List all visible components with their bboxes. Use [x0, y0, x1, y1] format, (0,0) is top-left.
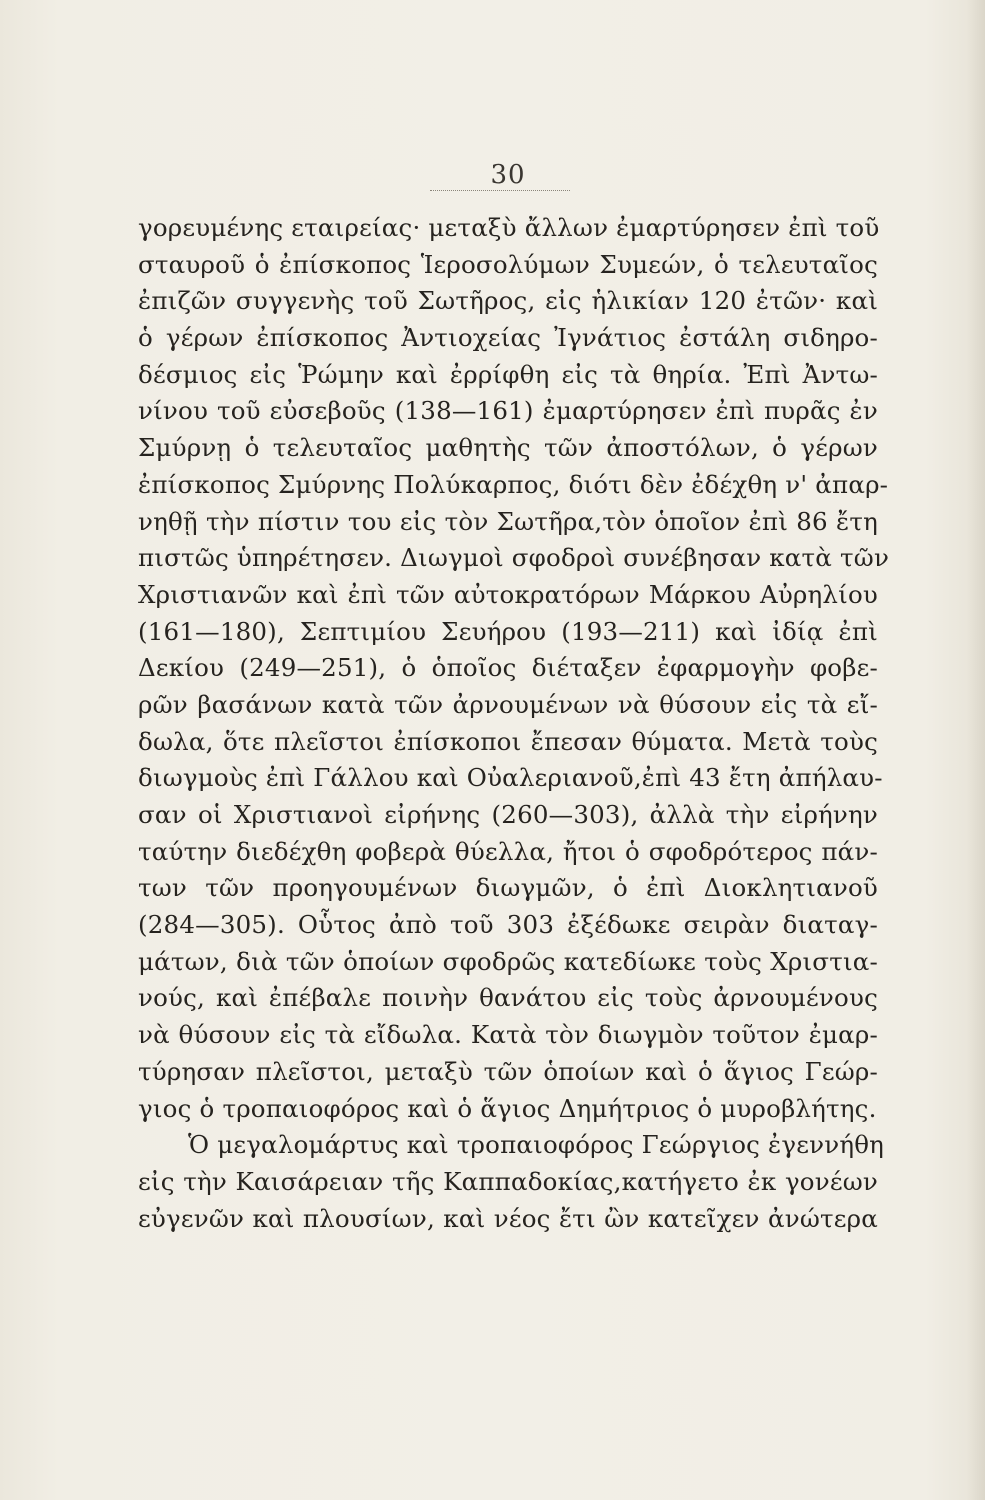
page-number: 30 — [490, 160, 526, 190]
text-line: γιος ὁ τροπαιοφόρος καὶ ὁ ἅγιος Δημήτριος ὁ μυροβλήτης. — [138, 1093, 877, 1123]
text-line: Δεκίου (249—251), ὁ ὁποῖος διέταξεν ἐφαρμογὴν φοβε- — [138, 653, 878, 683]
text-body — [138, 210, 890, 1237]
text-line: νίνου τοῦ εὐσεβοῦς (138—161) ἐμαρτύρησεν ἐπὶ πυρᾶς ἐν — [138, 396, 878, 426]
text-line: των τῶν προηγουμένων διωγμῶν, ὁ ἐπὶ Διοκλητιανοῦ — [138, 873, 878, 903]
text-line: ὁ γέρων ἐπίσκοπος Ἀντιοχείας Ἰγνάτιος ἐστάλη σιδηρο- — [138, 323, 878, 353]
text-line: γορευμένης εταιρείας· μεταξὺ ἄλλων ἐμαρτύρησεν ἐπὶ τοῦ — [138, 213, 880, 242]
page-edge-shadow — [967, 0, 985, 1500]
text-line: (284—305). Οὗτος ἀπὸ τοῦ 303 ἐξέδωκε σειρὰν διαταγ- — [138, 910, 878, 940]
text-line: μάτων, διὰ τῶν ὁποίων σφοδρῶς κατεδίωκε τοὺς Χριστια- — [138, 946, 878, 976]
text-line: τύρησαν πλεῖστοι, μεταξὺ τῶν ὁποίων καὶ ὁ ἅγιος Γεώρ- — [138, 1056, 878, 1086]
header-rule — [430, 190, 570, 191]
text-line: εἰς τὴν Καισάρειαν τῆς Καππαδοκίας,κατήγετο ἐκ γονέων — [138, 1166, 878, 1196]
text-line: νηθῇ τὴν πίστιν του εἰς τὸν Σωτῆρα,τὸν ὁποῖον ἐπὶ 86 ἔτη — [138, 506, 878, 536]
text-line: δωλα, ὅτε πλεῖστοι ἐπίσκοποι ἔπεσαν θύματα. Μετὰ τοὺς — [138, 726, 878, 756]
text-line: σαν οἱ Χριστιανοὶ εἰρήνης (260—303), ἀλλὰ τὴν εἰρήνην — [138, 800, 878, 829]
text-line: ρῶν βασάνων κατὰ τῶν ἀρνουμένων νὰ θύσουν εἰς τὰ εἴ- — [138, 689, 878, 719]
text-line: Σμύρνῃ ὁ τελευταῖος μαθητὴς τῶν ἀποστόλων, ὁ γέρων — [138, 433, 878, 463]
text-line: εὐγενῶν καὶ πλουσίων, καὶ νέος ἔτι ὢν κατεῖχεν ἀνώτερα — [138, 1203, 878, 1233]
paragraph-first-line: Ὁ μεγαλομάρτυς καὶ τροπαιοφόρος Γεώργιος ἐγεννήθη — [188, 1130, 885, 1160]
text-line: (161—180), Σεπτιμίου Σευήρου (193—211) καὶ ἰδίᾳ ἐπὶ — [138, 616, 878, 646]
text-line: ἐπίσκοπος Σμύρνης Πολύκαρπος, διότι δὲν ἐδέχθη ν' ἀπαρ- — [138, 469, 889, 499]
text-line: δέσμιος εἰς Ῥώμην καὶ ἐρρίφθη εἰς τὰ θηρία. Ἐπὶ Ἀντω- — [138, 359, 878, 389]
text-line: νὰ θύσουν εἰς τὰ εἴδωλα. Κατὰ τὸν διωγμὸν τοῦτον ἐμαρ- — [138, 1020, 878, 1050]
text-line: σταυροῦ ὁ ἐπίσκοπος Ἱεροσολύμων Συμεών, ὁ τελευταῖος — [138, 249, 878, 279]
text-line: νούς, καὶ ἐπέβαλε ποινὴν θανάτου εἰς τοὺς ἀρνουμένους — [138, 983, 878, 1013]
text-line: ταύτην διεδέχθη φοβερὰ θύελλα, ἤτοι ὁ σφοδρότερος πάν- — [138, 836, 878, 866]
text-line: ἐπιζῶν συγγενὴς τοῦ Σωτῆρος, εἰς ἡλικίαν 120 ἐτῶν· καὶ — [138, 286, 878, 316]
text-line: διωγμοὺς ἐπὶ Γάλλου καὶ Οὐαλεριανοῦ,ἐπὶ 43 ἔτη ἀπήλαυ- — [138, 763, 883, 793]
text-line: Χριστιανῶν καὶ ἐπὶ τῶν αὐτοκρατόρων Μάρκου Αὐρηλίου — [138, 579, 878, 609]
text-line: πιστῶς ὑπηρέτησεν. Διωγμοὶ σφοδροὶ συνέβησαν κατὰ τῶν — [138, 543, 890, 573]
